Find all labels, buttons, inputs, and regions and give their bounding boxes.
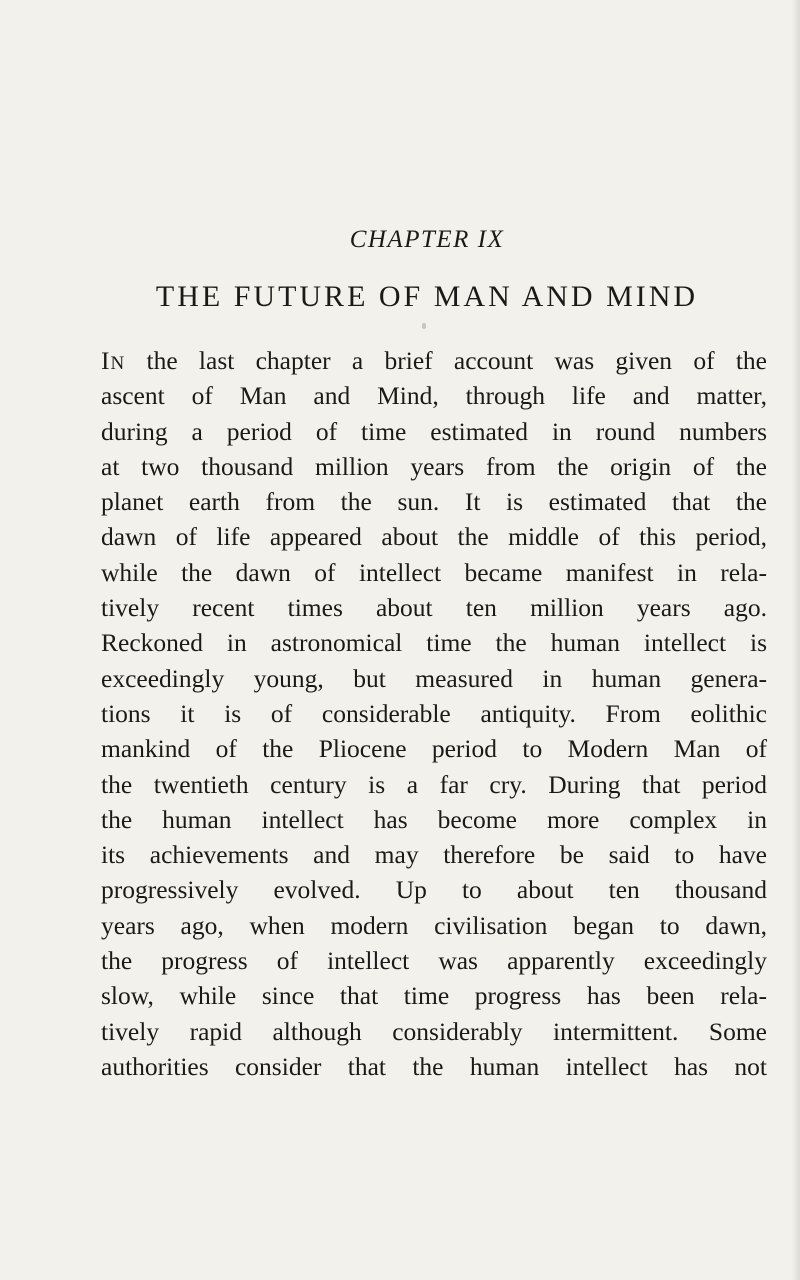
text-line: the progress of intellect was apparently exceedingly [101,946,767,976]
text-line: tively recent times about ten million years ago. [101,593,767,623]
dropcap-letter: I [101,346,111,375]
text-line: progressively evolved. Up to about ten thousand [101,875,767,905]
text-line: planet earth from the sun. It is estimated that the [101,487,767,517]
text-line: years ago, when modern civilisation began to dawn, [101,910,767,940]
text-line: its achievements and may therefore be said to have [101,840,767,870]
text-line: Reckoned in astronomical time the human intellect is [101,628,767,658]
text-line: slow, while since that time progress has been rela- [101,981,767,1011]
text-line: at two thousand million years from the origin of the [101,451,767,481]
text-line: dawn of life appeared about the middle of this period, [101,522,767,552]
text-line: the human intellect has become more complex in [101,804,767,834]
text-line: while the dawn of intellect became manifest in rela- [101,557,767,587]
body-paragraph [101,343,767,1084]
printing-speck [422,323,426,329]
text-line: tions it is of considerable antiquity. From eolithic [101,698,767,728]
text-line: ascent of Man and Mind, through life and matter, [101,381,767,411]
text-line [101,343,767,378]
text-line: mankind of the Pliocene period to Modern Man of [101,734,767,764]
chapter-title: THE FUTURE OF MAN AND MIND [155,280,699,313]
text-line: during a period of time estimated in round numbers [101,416,767,446]
text-line: exceedingly young, but measured in human genera- [101,663,767,693]
dropcap-smallcap: N [110,353,126,374]
text-line: tively rapid although considerably intermittent. Some [101,1016,767,1046]
first-line-text: the last chapter a brief account was given of the [125,346,767,375]
chapter-label: CHAPTER IX [349,226,505,253]
page-edge-shadow [792,0,800,1280]
text-line: the twentieth century is a far cry. During that period [101,769,767,799]
text-line: authorities consider that the human intellect has not [101,1051,767,1081]
